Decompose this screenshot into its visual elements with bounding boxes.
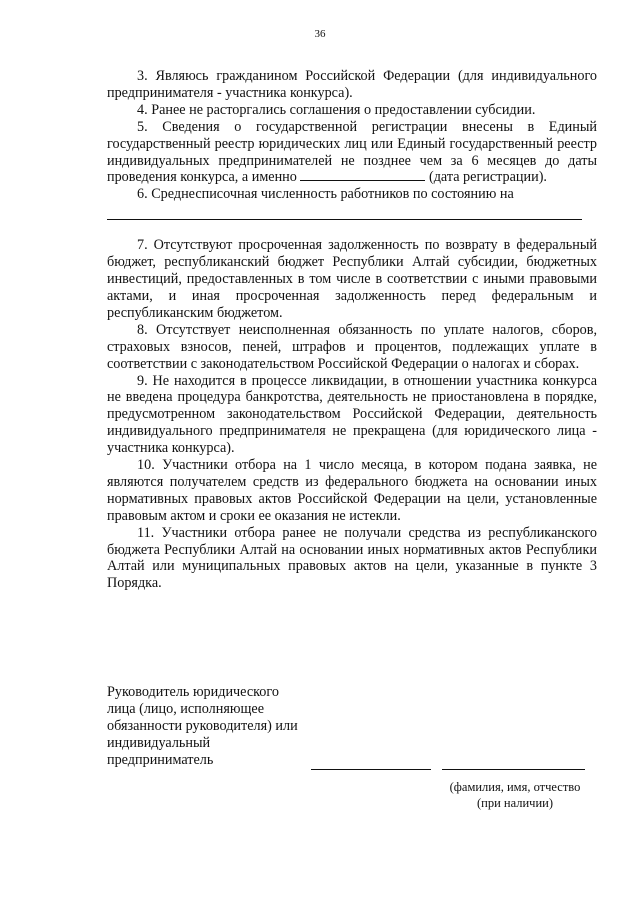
spacer — [107, 220, 597, 237]
signatory-line-2: лица (лицо, исполняющее — [107, 700, 264, 717]
item-5-note: (дата регистрации). — [428, 169, 547, 186]
caption-line-2: (при наличии) — [476, 796, 554, 810]
signatory-line-5: предприниматель — [107, 751, 214, 768]
signatory-line-3: обязанности руководителя) или — [107, 717, 298, 734]
signatory-line-1: Руководитель юридического — [107, 684, 279, 700]
item-9: 9. Не находится в процессе ликвидации, в отношении участника конкурса не введена процедура банкротства, деятельность не приостановлена в порядке, предусмотренном законодательством Российской Федерации, деятельность индивидуального предпринимателя не прекращена (для юридического лица - участника конкурса). — [107, 372, 597, 457]
item-5-text: 5. Сведения о государственной регистрации внесены в Единый государственный реестр юридических лиц или Единый государственный реестр индивидуальных предпринимателей не позднее чем за 6 месяцев до даты проведения конкурса, а именно — [107, 118, 597, 186]
full-name-caption — [430, 779, 600, 811]
item-6 — [107, 186, 597, 220]
employee-count-blank — [107, 205, 582, 220]
document-body — [107, 68, 597, 592]
signature-blank — [311, 768, 431, 770]
item-4: 4. Ранее не расторгались соглашения о предоставлении субсидии. — [137, 101, 536, 118]
item-3: 3. Являюсь гражданином Российской Федерации (для индивидуального предпринимателя - участника конкурса). — [107, 68, 597, 101]
item-6-text: 6. Среднесписочная численность работников по состоянию на — [137, 186, 514, 203]
caption-line-1: (фамилия, имя, отчество — [449, 780, 581, 794]
full-name-blank — [442, 768, 585, 770]
item-7: 7. Отсутствуют просроченная задолженность по возврату в федеральный бюджет, республиканский бюджет Республики Алтай субсидии, бюджетных инвестиций, предоставленных в том числе в соответствии с иными правовыми актами, и иная просроченная задолженность перед федеральным и республиканским бюджетом. — [107, 237, 597, 321]
item-8: 8. Отсутствует неисполненная обязанность по уплате налогов, сборов, страховых взносов, пеней, штрафов и процентов, подлежащих уплате в соответствии с законодательством Российской Федерации о налогах и сборах. — [107, 321, 597, 372]
item-5 — [107, 119, 597, 187]
registration-date-blank — [300, 169, 425, 181]
item-10: 10. Участники отбора на 1 число месяца, в котором подана заявка, не являются получателем средств из федерального бюджета на основании иных нормативных правовых актов Российской Федерации на цели, установленные правовым актом и сроки ее оказания не истекли. — [107, 457, 597, 524]
item-11: 11. Участники отбора ранее не получали средства из республиканского бюджета Республики Алтай на основании иных нормативных актов Республики Алтай или муниципальных правовых актов на цели, указанные в пункте 3 Порядка. — [107, 524, 597, 592]
page-number: 36 — [314, 28, 326, 40]
signatory-line-4: индивидуальный — [107, 734, 211, 751]
signatory-block — [107, 684, 337, 769]
